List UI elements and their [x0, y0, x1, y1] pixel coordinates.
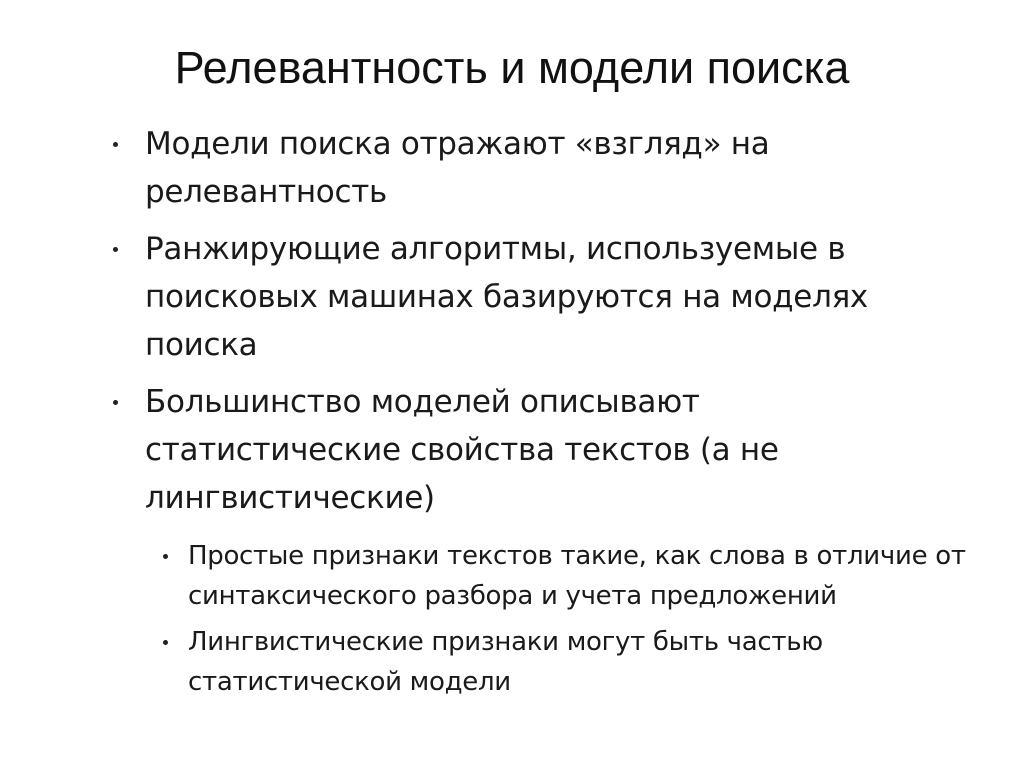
sub-bullet-item: [0, 622, 1024, 702]
sub-bullet-item: [0, 536, 1024, 616]
bullet-text: Ранжирующие алгоритмы, используемые в поисковых машинах базируются на моделях поиска: [145, 231, 868, 363]
bullet-dot-icon: [113, 400, 118, 405]
bullet-list: [0, 120, 1024, 708]
slide-title: Релевантность и модели поиска: [174, 42, 850, 93]
bullet-item: [0, 378, 1024, 522]
bullet-item: [0, 225, 1024, 369]
bullet-text: Большинство моделей описывают статистические свойства текстов (а не лингвистические): [145, 384, 779, 516]
sub-bullet-group: [0, 536, 1024, 702]
sub-bullet-list: [0, 536, 1024, 702]
sub-bullet-text: Лингвистические признаки могут быть частью статистической модели: [188, 627, 823, 697]
bullet-dot-icon: [113, 247, 118, 252]
sub-bullet-text: Простые признаки текстов такие, как слова в отличие от синтаксического разбора и учета предложений: [188, 541, 966, 611]
sub-bullet-dot-icon: [163, 554, 168, 559]
bullet-item: [0, 120, 1024, 216]
bullet-text: Модели поиска отражают «взгляд» на релевантность: [145, 126, 770, 210]
sub-bullet-dot-icon: [163, 640, 168, 645]
bullet-dot-icon: [113, 142, 118, 147]
